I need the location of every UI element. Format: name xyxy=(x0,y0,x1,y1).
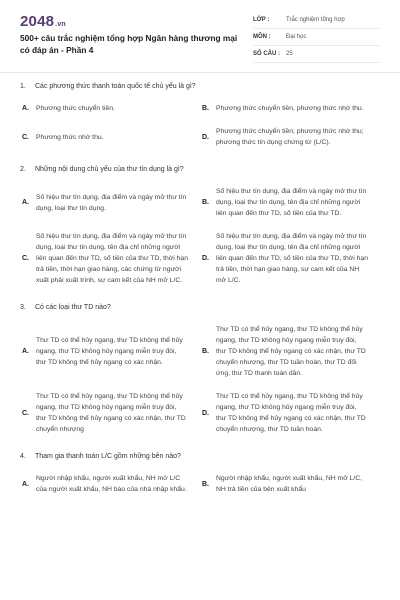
question-line xyxy=(20,296,380,318)
option-text: Thư TD có thể hủy ngang, thư TD không thể hủy ngang, thư TD không hủy ngang miễn truy đòi, thư TD không thể hủy ngang có xác nhận, thư TD chuyển nhượng, thư TD tuần hoàn, thư TD đối ứng, thư TD thanh toán dần. xyxy=(216,326,366,377)
option-d[interactable] xyxy=(200,120,380,154)
option-c[interactable] xyxy=(20,126,200,149)
logo-suffix: .vn xyxy=(55,21,66,28)
option-text: Người nhập khẩu, người xuất khẩu, NH mở L/C của người xuất khẩu, NH báo của nhà nhập khẩu. xyxy=(36,475,187,493)
option-row xyxy=(20,467,380,501)
option-letter: A. xyxy=(22,480,29,488)
option-b[interactable] xyxy=(200,97,380,120)
meta-key: MÔN : xyxy=(253,34,271,40)
question-line xyxy=(20,445,380,467)
option-text: Số hiệu thư tín dụng, địa điểm và ngày mở thư tín dụng, loại thư tín dụng, tên địa chỉ những người liên quan đến thư TD, số tiền của thư TD, thời hạn trả tiền, thời hạn giao hàng, sự cam kết của NH mở L/C. xyxy=(216,233,368,284)
option-b[interactable] xyxy=(200,180,380,225)
meta-table xyxy=(253,12,380,63)
question-number: 3. xyxy=(20,303,26,311)
meta-value: Trắc nghiệm tổng hợp xyxy=(286,17,345,23)
question-number: 4. xyxy=(20,452,26,460)
option-letter: B. xyxy=(202,199,209,206)
question-number: 1. xyxy=(20,82,26,90)
question xyxy=(20,296,380,441)
option-letter: C. xyxy=(22,255,29,262)
question-line xyxy=(20,75,380,97)
option-text: Số hiệu thư tín dụng, địa điểm và ngày mở thư tín dụng, loại thư tín dụng, tên địa chỉ những người liên quan đến thư TD, số tiền của thư TD, thời hạn trả tiền, thời hạn giao hàng, các chứng từ người xuất phải xuất trình, sự cam kết của NH mở L/C. xyxy=(36,233,188,284)
option-letter: B. xyxy=(202,105,209,112)
option-text: Số hiệu thư tín dụng, địa điểm và ngày mở thư tín dụng, loại thư tín dụng. xyxy=(36,193,187,212)
option-text: Số hiệu thư tín dụng, địa điểm và ngày mở thư tín dụng, loại thư tín dụng, tên địa chỉ những người liên quan đến thư TD, số tiền của thư TD. xyxy=(216,188,367,217)
option-text: Người nhập khẩu, người xuất khẩu, NH mở L/C, NH trả tiền của bên xuất khẩu xyxy=(216,475,363,493)
option-d[interactable] xyxy=(200,225,380,292)
option-a[interactable] xyxy=(20,186,200,220)
question-text: Những nội dung chủ yếu của thư tín dụng là gì? xyxy=(35,165,184,173)
document-header xyxy=(0,0,400,74)
option-row xyxy=(20,225,380,292)
question xyxy=(20,445,380,501)
logo-main: 2048 xyxy=(20,13,55,30)
option-row xyxy=(20,120,380,154)
option-text: Phương thức chuyển tiền; phương thức nhờ thu; phương thức tín dụng chứng từ (L/C). xyxy=(216,128,364,146)
option-row xyxy=(20,385,380,441)
document-title: 500+ câu trắc nghiệm tổng hợp Ngân hàng thương mại có đáp án - Phần 4 xyxy=(20,33,238,55)
meta-value: Đại học xyxy=(286,34,307,40)
meta-value: 25 xyxy=(286,51,293,57)
question-text: Có các loại thư TD nào? xyxy=(35,303,111,311)
option-row xyxy=(20,180,380,225)
option-row xyxy=(20,97,380,120)
option-letter: D. xyxy=(202,133,209,141)
option-a[interactable] xyxy=(20,97,200,120)
question xyxy=(20,75,380,154)
option-letter: B. xyxy=(202,480,209,488)
question-number: 2. xyxy=(20,165,26,173)
meta-row-count xyxy=(253,46,380,63)
site-logo[interactable] xyxy=(20,13,66,30)
option-letter: C. xyxy=(22,409,29,417)
option-text: Thư TD có thể hủy ngang, thư TD không thể hủy ngang, thư TD không hủy ngang miễn truy đòi, thư TD không thể hủy ngang có xác nhận, thư TD chuyển nhượng, thư TD tuần hoàn. xyxy=(216,393,366,433)
option-text: Phương thức chuyển tiền, phương thức nhờ thu. xyxy=(216,105,364,112)
option-c[interactable] xyxy=(20,225,200,292)
question-text: Tham gia thanh toán L/C gồm những bên nào? xyxy=(35,452,181,460)
question xyxy=(20,158,380,292)
option-text: Phương thức nhờ thu. xyxy=(36,133,104,141)
option-d[interactable] xyxy=(200,385,380,441)
option-c[interactable] xyxy=(20,385,200,441)
option-letter: C. xyxy=(22,133,29,141)
option-b[interactable] xyxy=(200,467,380,501)
meta-row-subject xyxy=(253,29,380,46)
question-text: Các phương thức thanh toán quốc tế chủ yếu là gì? xyxy=(35,82,196,90)
option-a[interactable] xyxy=(20,329,200,374)
meta-row-class xyxy=(253,12,380,29)
option-letter: A. xyxy=(22,199,29,206)
option-a[interactable] xyxy=(20,467,200,501)
option-letter: B. xyxy=(202,348,209,355)
option-text: Thư TD có thể hủy ngang, thư TD không thể hủy ngang, thư TD không hủy ngang miễn truy đòi, thư TD không thể hủy ngang có xác nhận, thư TD chuyển nhượng xyxy=(36,393,186,433)
option-row xyxy=(20,318,380,385)
option-text: Phương thức chuyển tiền. xyxy=(36,105,115,112)
question-list xyxy=(20,75,380,505)
header-divider xyxy=(0,72,400,73)
option-text: Thư TD có thể hủy ngang, thư TD không thể hủy ngang, thư TD không hủy ngang miễn truy đòi, thư TD không thể hủy ngang có xác nhận. xyxy=(36,337,183,366)
option-letter: D. xyxy=(202,409,209,417)
meta-key: LỚP : xyxy=(253,17,270,23)
option-letter: A. xyxy=(22,105,29,112)
question-line xyxy=(20,158,380,180)
option-b[interactable] xyxy=(200,318,380,385)
option-letter: A. xyxy=(22,348,29,355)
meta-key: SỐ CÂU : xyxy=(253,51,280,57)
option-letter: D. xyxy=(202,255,209,262)
